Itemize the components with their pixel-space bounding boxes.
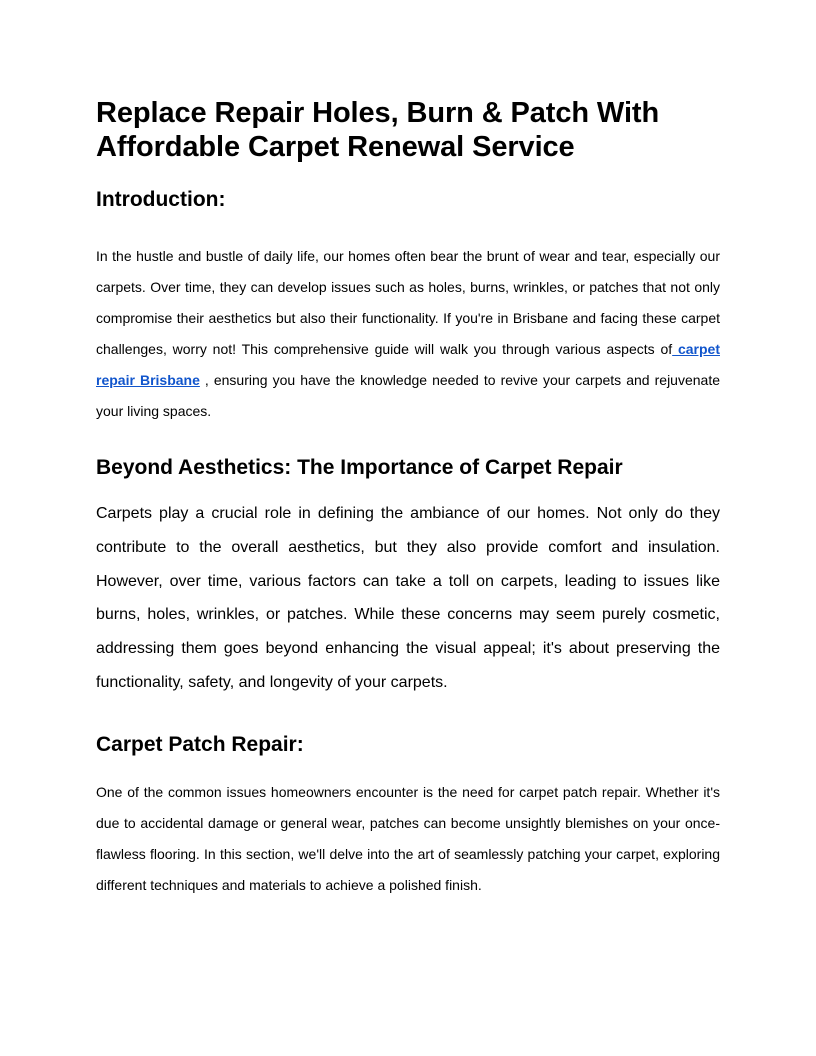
carpet-patch-repair-heading: Carpet Patch Repair: [96,732,304,756]
introduction-text-after-link: , ensuring you have the knowledge needed to revive your carpets and rejuvenate your living spaces. [96,372,720,419]
beyond-aesthetics-heading: Beyond Aesthetics: The Importance of Carpet Repair [96,456,623,479]
document-page [96,96,720,901]
document-title: Replace Repair Holes, Burn & Patch With Affordable Carpet Renewal Service [96,97,660,163]
introduction-text-before-link: In the hustle and bustle of daily life, our homes often bear the brunt of wear and tear, especially our carpets. Over time, they can develop issues such as holes, burns, wrinkles, or patches that not only compromise their aesthetics but also their functionality. If you're in Brisbane and facing these carpet challenges, worry not! This comprehensive guide will walk you through various aspects of [96,248,720,357]
introduction-paragraph [96,241,720,427]
carpet-repair-brisbane-link[interactable]: carpet repair Brisbane [96,341,720,388]
carpet-patch-repair-paragraph: One of the common issues homeowners encounter is the need for carpet patch repair. Whether it's due to accidental damage or general wear, patches can become unsightly blemishes on your once-flawless flooring. In this section, we'll delve into the art of seamlessly patching your carpet, exploring different techniques and materials to achieve a polished finish. [96,783,720,893]
beyond-aesthetics-paragraph: Carpets play a crucial role in defining the ambiance of our homes. Not only do they contribute to the overall aesthetics, but they also provide comfort and insulation. However, over time, various factors can take a toll on carpets, leading to issues like burns, holes, wrinkles, or patches. While these concerns may seem purely cosmetic, addressing them goes beyond enhancing the visual appeal; it's about preserving the functionality, safety, and longevity of your carpets. [96,505,720,691]
introduction-heading: Introduction: [96,188,226,211]
